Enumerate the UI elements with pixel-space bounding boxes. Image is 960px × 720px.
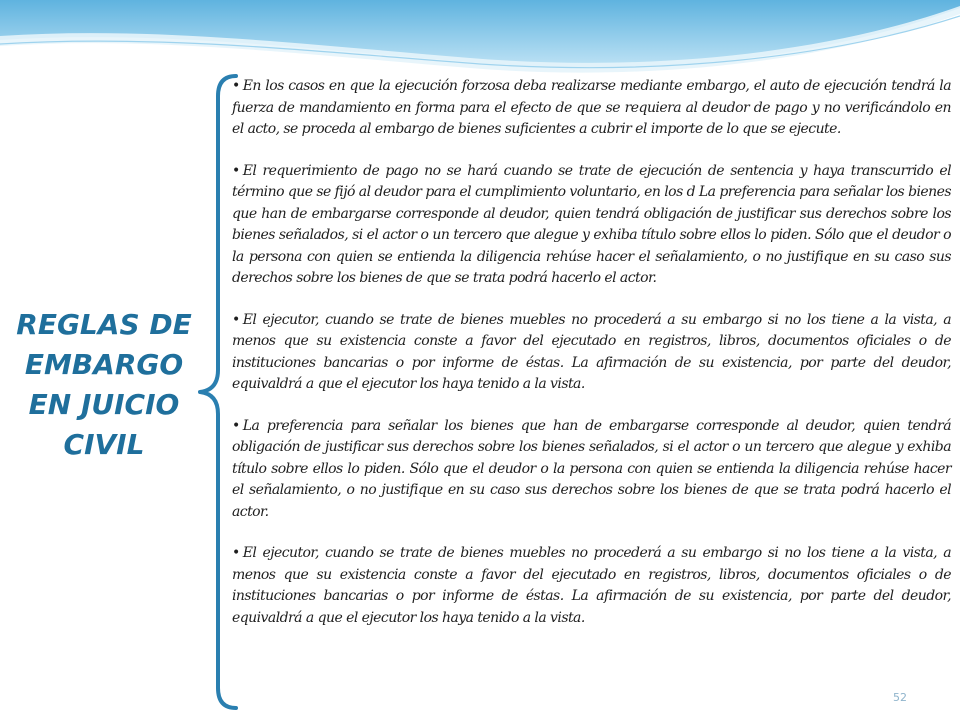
bullet-paragraph-1	[232, 76, 951, 141]
bullet-icon: •	[232, 162, 240, 179]
paragraph-text: En los casos en que la ejecución forzosa deba realizarse mediante embargo, el auto de ejecución tendrá la fuerza de mandamiento en forma para el efecto de que se requiera al deudor de pago y no verificándolo en el acto, se proceda al embargo de bienes suficientes a cubrir el importe de lo que se ejecute.	[232, 78, 951, 137]
paragraph-text: La preferencia para señalar los bienes que han de embargarse corresponde al deudor, quien tendrá obligación de justificar sus derechos sobre los bienes señalados, si el actor o un tercero que alegue y exhiba título sobre ellos lo piden. Sólo que el deudor o la persona con quien se entienda la diligencia rehúse hacer el señalamiento, o no justifique en su caso sus derechos sobre los bienes de que se trata podrá hacerlo el actor.	[232, 417, 951, 520]
bullet-paragraph-3	[232, 310, 951, 396]
title-line-1: REGLAS DE	[16, 308, 192, 341]
title-line-2: EMBARGO	[24, 348, 184, 381]
bullet-icon: •	[232, 545, 240, 561]
slide-number: 52	[893, 691, 907, 704]
paragraph-text: El requerimiento de pago no se hará cuando se trate de ejecución de sentencia y haya transcurrido el término que se fijó al deudor para el cumplimiento voluntario, en los d La preferencia para señalar los bienes que han de embargarse corresponde al deudor, quien tendrá obligación de justificar sus derechos sobre los bienes señalados, si el actor o un tercero que alegue y exhiba título sobre ellos lo piden. Sólo que el deudor o la persona con quien se entienda la diligencia rehúse hacer el señalamiento, o no justifique en su caso sus derechos sobre los bienes de que se trata podrá hacerlo el actor.	[232, 162, 951, 286]
title-line-4: CIVIL	[63, 428, 145, 461]
bullet-paragraph-2	[232, 161, 951, 290]
bullet-icon: •	[232, 311, 240, 328]
content-body	[232, 76, 951, 649]
bullet-paragraph-4	[232, 416, 951, 524]
header-wave-decoration	[0, 0, 960, 80]
slide-title	[10, 305, 198, 465]
bullet-icon: •	[232, 417, 240, 434]
bullet-paragraph-5	[232, 543, 951, 629]
paragraph-text: El ejecutor, cuando se trate de bienes muebles no procederá a su embargo si no los tiene a la vista, a menos que su existencia conste a favor del ejecutado en registros, libros, documentos oficiales o de instituciones bancarias o por informe de éstas. La afirmación de su existencia, por parte del deudor, equivaldrá a que el ejecutor los haya tenido a la vista.	[232, 545, 951, 626]
bullet-icon: •	[232, 78, 240, 94]
title-line-3: EN JUICIO	[28, 388, 180, 421]
paragraph-text: El ejecutor, cuando se trate de bienes muebles no procederá a su embargo si no los tiene a la vista, a menos que su existencia conste a favor del ejecutado en registros, libros, documentos oficiales o de instituciones bancarias o por informe de éstas. La afirmación de su existencia, por parte del deudor, equivaldrá a que el ejecutor los haya tenido a la vista.	[232, 311, 951, 392]
